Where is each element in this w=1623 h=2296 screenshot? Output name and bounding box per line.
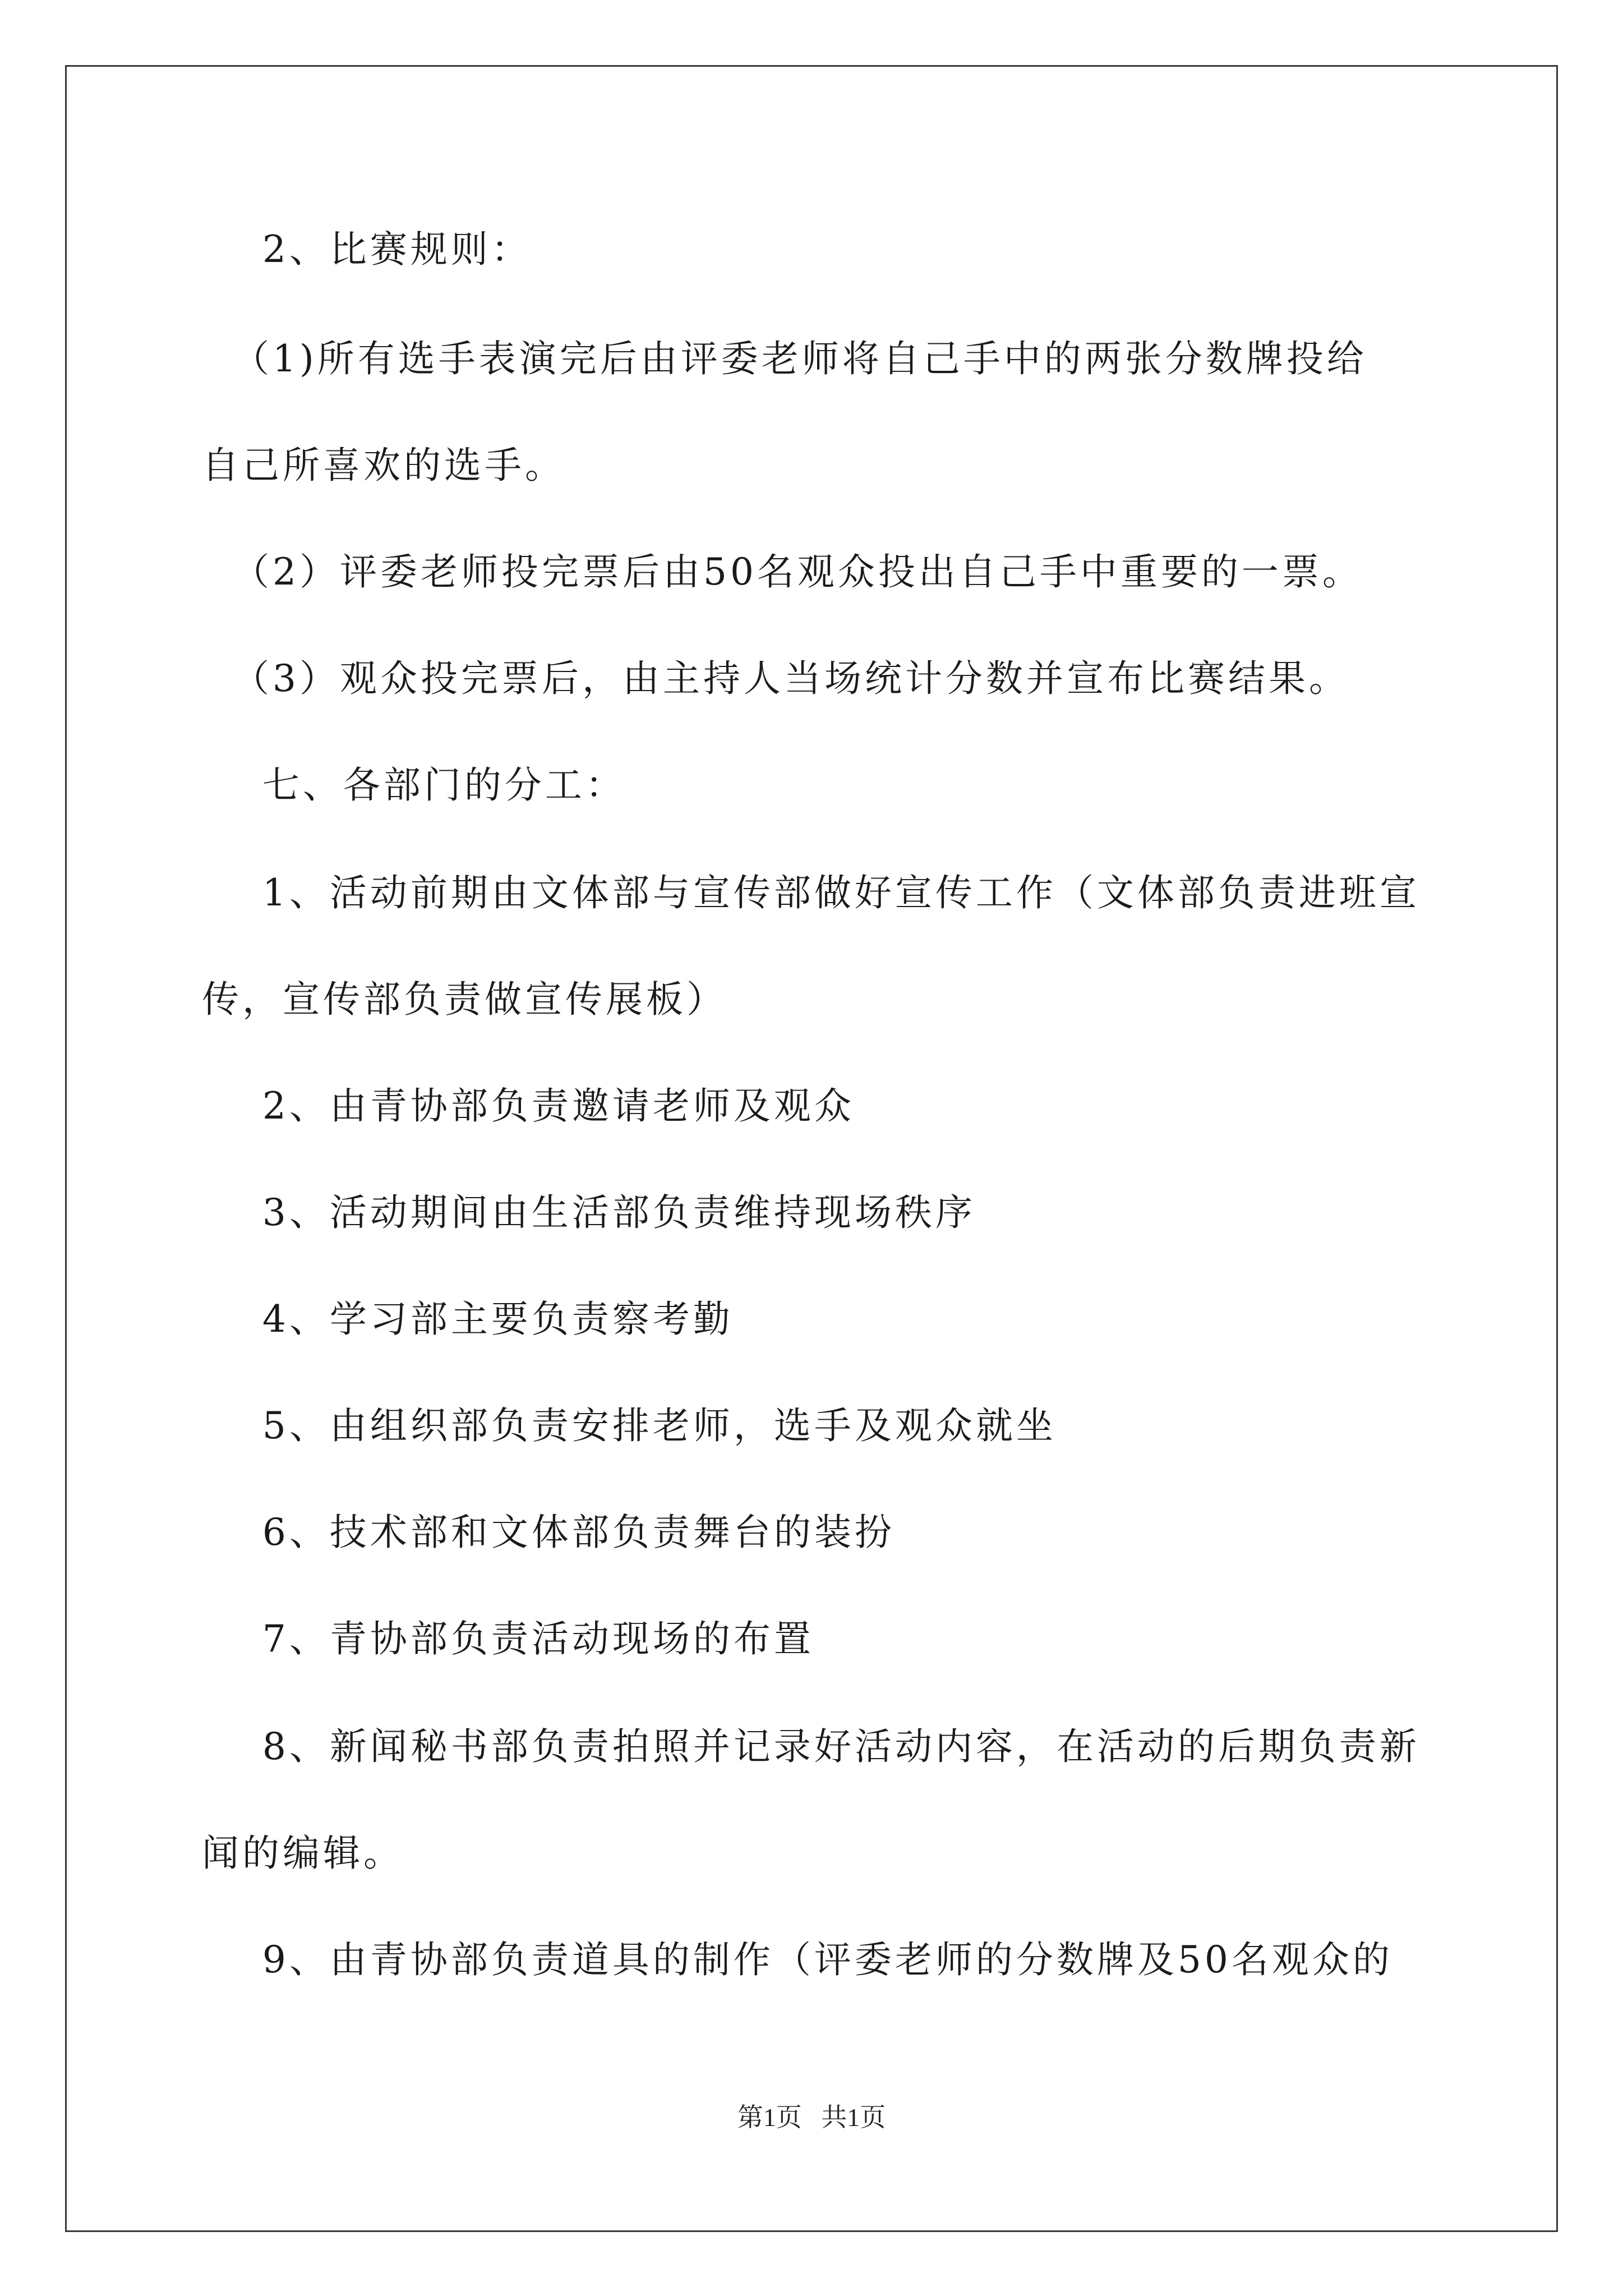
text-line: 5、由组织部负责安排老师，选手及观众就坐 bbox=[202, 1404, 1057, 1447]
text-line: 9、由青协部负责道具的制作（评委老师的分数牌及50名观众的 bbox=[202, 1938, 1393, 1981]
text-line: （2）评委老师投完票后由50名观众投出自己手中重要的一票。 bbox=[202, 550, 1363, 593]
text-line: 7、青协部负责活动现场的布置 bbox=[202, 1617, 814, 1660]
page-number: 第1页 共1页 bbox=[737, 2103, 886, 2132]
text-line: 4、学习部主要负责察考勤 bbox=[202, 1297, 734, 1341]
text-line: 2、比赛规则： bbox=[202, 228, 532, 271]
page-footer bbox=[0, 2101, 1623, 2134]
text-line: （3）观众投完票后，由主持人当场统计分数并宣布比赛结果。 bbox=[202, 657, 1349, 700]
text-line: 传，宣传部负责做宣传展板） bbox=[202, 978, 727, 1021]
text-line: 8、新闻秘书部负责拍照并记录好活动内容，在活动的后期负责新 bbox=[202, 1725, 1420, 1768]
text-line: 6、技术部和文体部负责舞台的装扮 bbox=[202, 1511, 895, 1554]
text-line: （1)所有选手表演完后由评委老师将自己手中的两张分数牌投给 bbox=[202, 337, 1367, 380]
text-line: 自己所喜欢的选手。 bbox=[202, 444, 565, 487]
text-line: 2、由青协部负责邀请老师及观众 bbox=[202, 1084, 855, 1128]
section-heading: 七、各部门的分工： bbox=[202, 763, 626, 807]
text-line: 3、活动期间由生活部负责维持现场秩序 bbox=[202, 1191, 976, 1234]
text-line: 1、活动前期由文体部与宣传部做好宣传工作（文体部负责进班宣 bbox=[202, 871, 1420, 914]
text-line: 闻的编辑。 bbox=[202, 1832, 404, 1875]
page-border bbox=[65, 65, 1558, 2232]
